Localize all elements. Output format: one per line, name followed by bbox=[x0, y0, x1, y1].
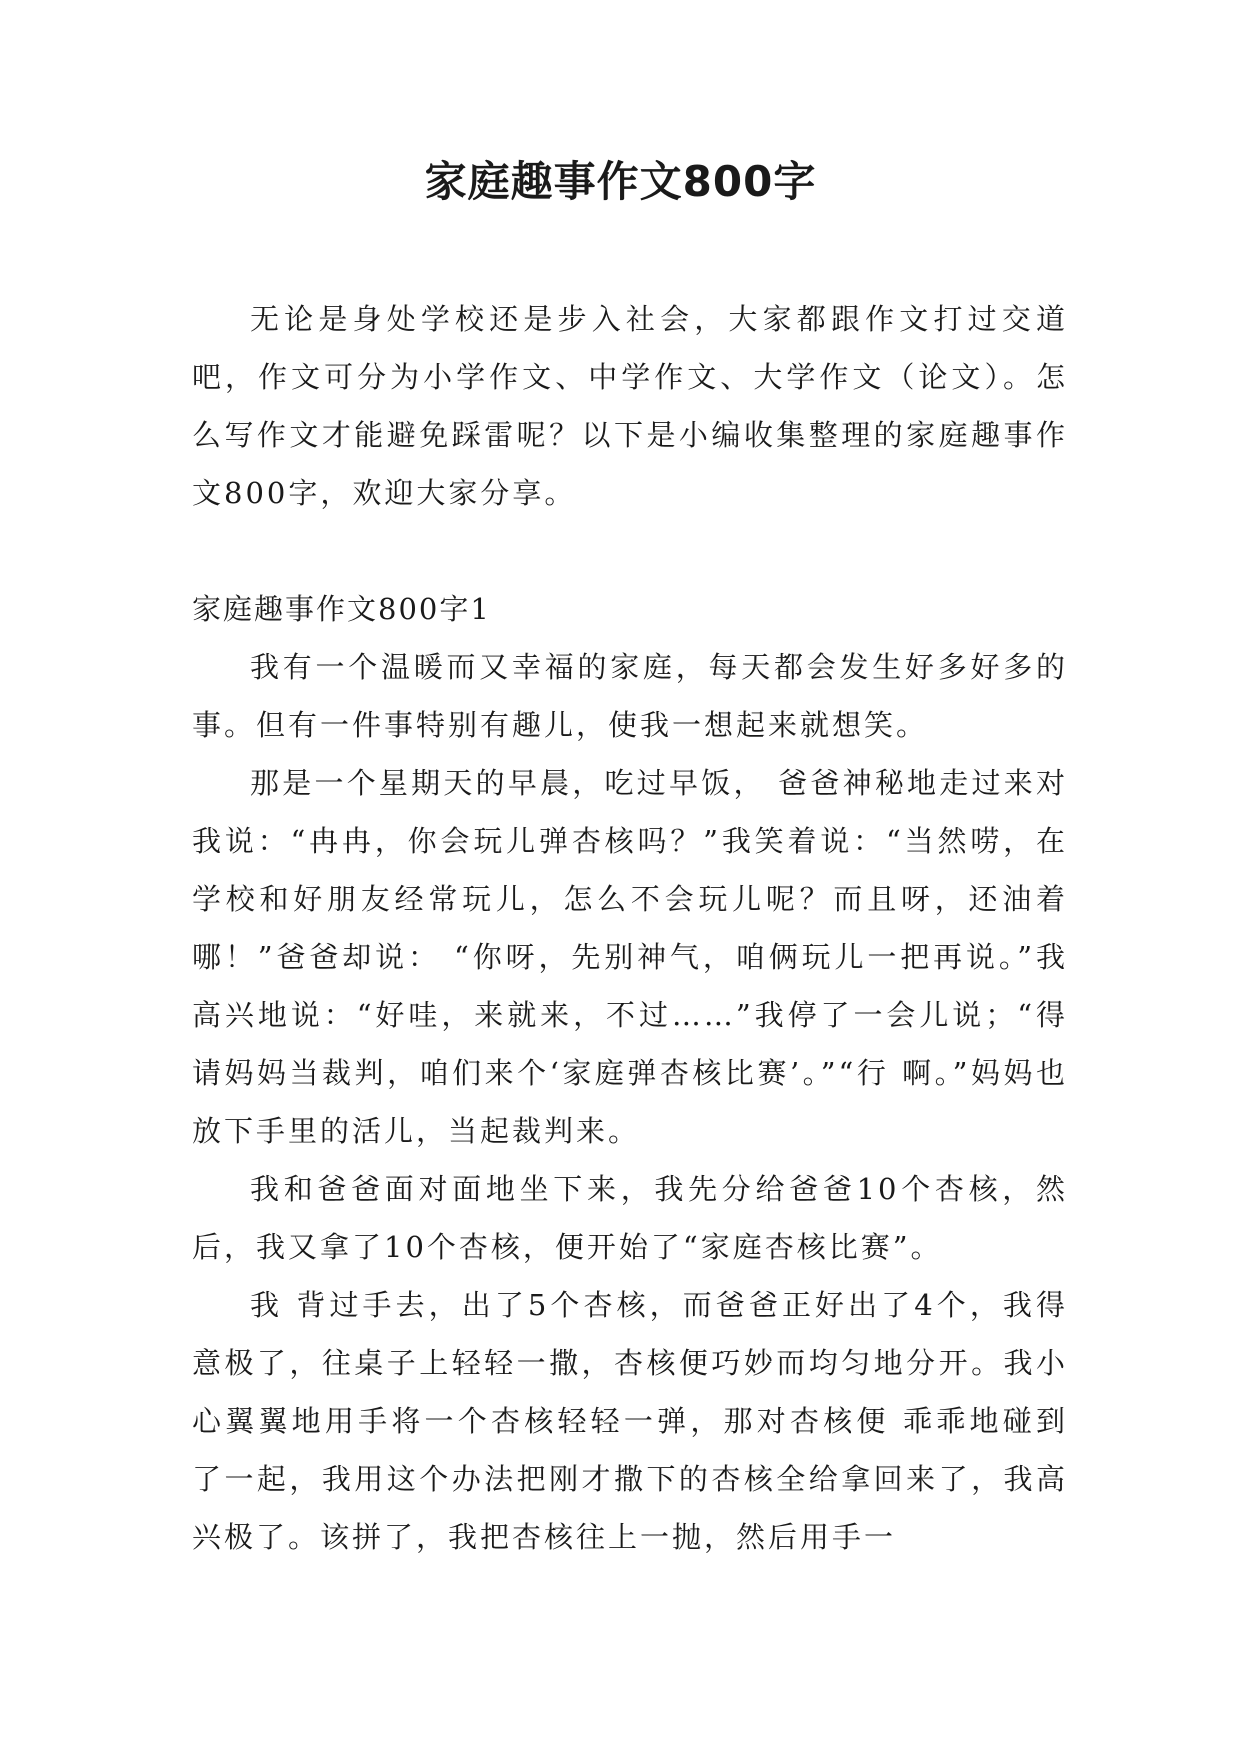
body-paragraph-3: 我和爸爸面对面地坐下来，我先分给爸爸10个杏核，然后，我又拿了10个杏核，便开始了“家庭杏核比赛”。 bbox=[192, 1172, 1068, 1264]
document-title: 家庭趣事作文800字 bbox=[424, 157, 817, 206]
body-paragraph-4: 我 背过手去，出了5个杏核，而爸爸正好出了4个，我得意极了，往桌子上轻轻一撒，杏核便巧妙而均匀地分开。我小心翼翼地用手将一个杏核轻轻一弹，那对杏核便 乖乖地碰到了一起，我用这个办法把刚才撒下的杏核全给拿回来了，我高兴极了。该拼了，我把杏核往上一抛，然后用手一 bbox=[192, 1288, 1068, 1554]
body-paragraph-1: 我有一个温暖而又幸福的家庭，每天都会发生好多好多的事。但有一件事特别有趣儿，使我一想起来就想笑。 bbox=[192, 650, 1068, 742]
body-paragraph-2: 那是一个星期天的早晨，吃过早饭， 爸爸神秘地走过来对我说：“冉冉，你会玩儿弹杏核吗？”我笑着说：“当然唠，在学校和好朋友经常玩儿，怎么不会玩儿呢？而且呀，还油着哪！”爸爸却说： “你呀，先别神气，咱俩玩儿一把再说。”我高兴地说：“好哇，来就来，不过……”我停了一会儿说；“得请妈妈当裁判，咱们来个‘家庭弹杏核比赛’。”“行 啊。”妈妈也放下手里的活儿，当起裁判来。 bbox=[192, 766, 1068, 1148]
section-heading: 家庭趣事作文800字1 bbox=[192, 592, 491, 626]
intro-paragraph: 无论是身处学校还是步入社会，大家都跟作文打过交道吧，作文可分为小学作文、中学作文、大学作文（论文）。怎么写作文才能避免踩雷呢？以下是小编收集整理的家庭趣事作文800字，欢迎大家分享。 bbox=[192, 302, 1068, 510]
document-body bbox=[192, 290, 1068, 1566]
